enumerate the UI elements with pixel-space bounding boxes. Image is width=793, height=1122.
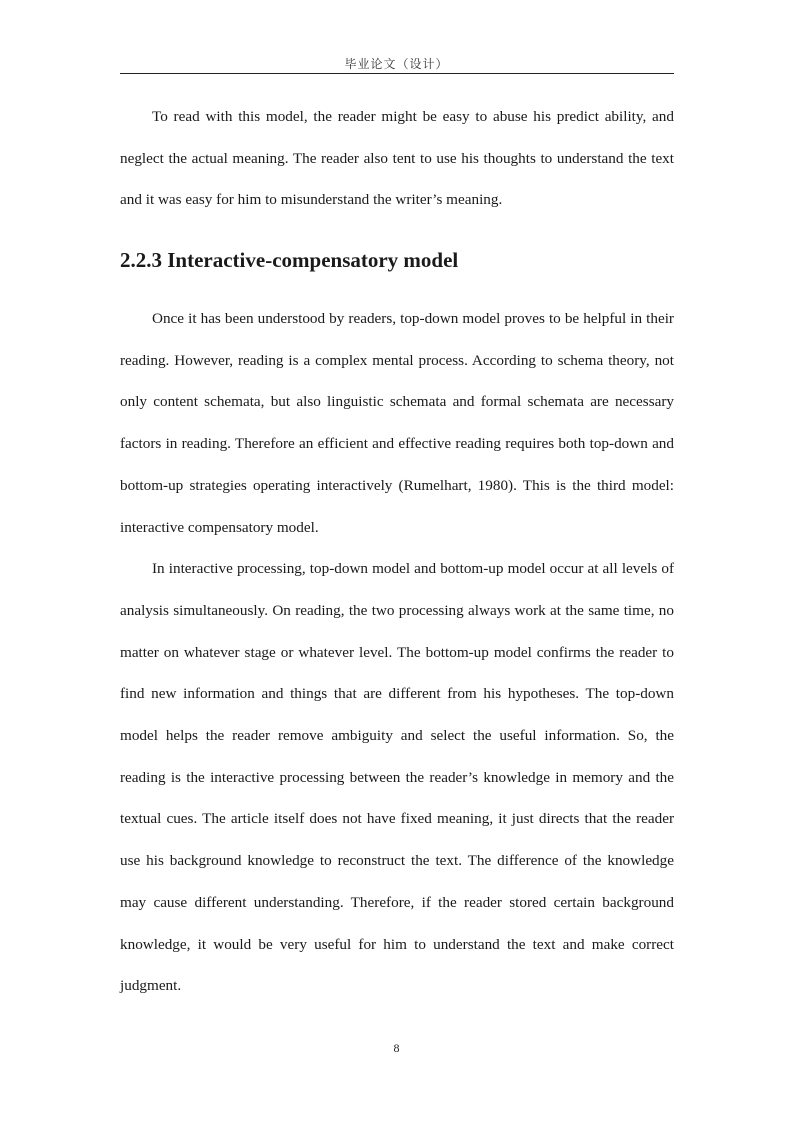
intro-text-block xyxy=(120,96,674,221)
header-divider xyxy=(120,73,674,74)
section-text-block xyxy=(120,298,674,1007)
running-header: 毕业论文（设计） xyxy=(344,57,449,71)
body-paragraph: Once it has been understood by readers, top-down model proves to be helpful in their reading. However, reading is a complex mental process. According to schema theory, not only content schemata, but also linguistic schemata and formal schemata are necessary factors in reading. Therefore an efficient and effective reading requires both top-down and bottom-up strategies operating interactively (Rumelhart, 1980). This is the third model: interactive compensatory model. xyxy=(120,310,674,536)
page-number: 8 xyxy=(393,1041,400,1055)
section-heading: 2.2.3 Interactive-compensatory model xyxy=(120,248,459,272)
intro-paragraph: To read with this model, the reader might be easy to abuse his predict ability, and neglect the actual meaning. The reader also tent to use his thoughts to understand the text and it was easy for him to misunderstand the writer’s meaning. xyxy=(120,108,674,209)
body-paragraph: In interactive processing, top-down model and bottom-up model occur at all levels of analysis simultaneously. On reading, the two processing always work at the same time, no matter on whatever stage or whatever level. The bottom-up model confirms the reader to find new information and things that are different from his hypotheses. The top-down model helps the reader remove ambiguity and select the useful information. So, the reading is the interactive processing between the reader’s knowledge in memory and the textual cues. The article itself does not have fixed meaning, it just directs that the reader use his background knowledge to reconstruct the text. The difference of the knowledge may cause different understanding. Therefore, if the reader stored certain background knowledge, it would be very useful for him to understand the text and make correct judgment. xyxy=(120,560,674,995)
